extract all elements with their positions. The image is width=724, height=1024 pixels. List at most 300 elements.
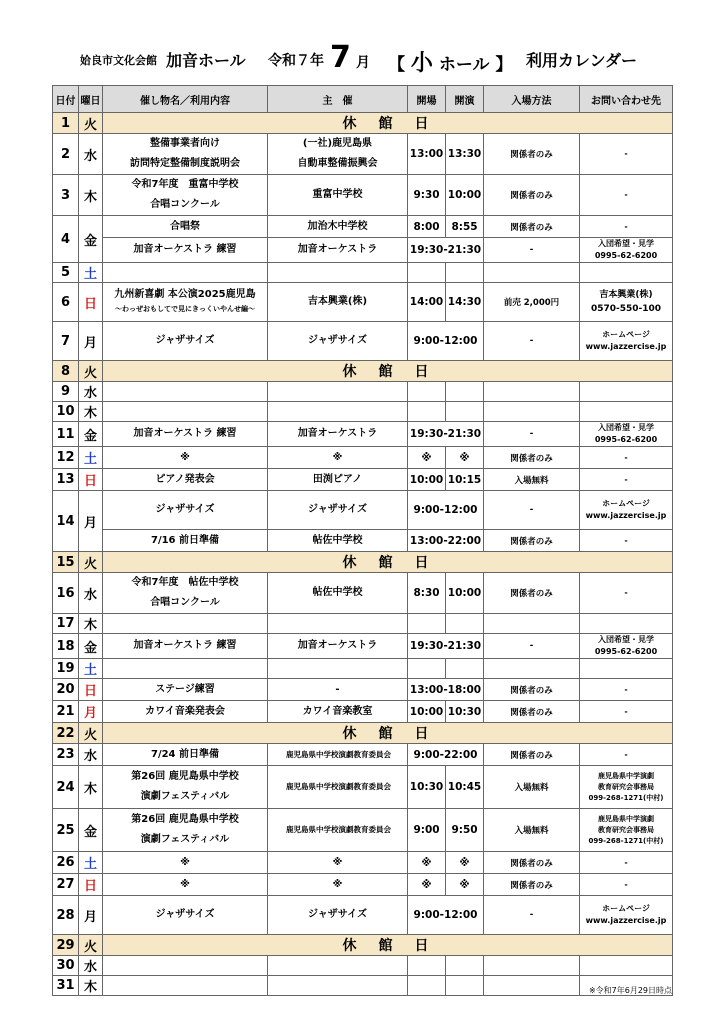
cell-line: 吉本興業(株) — [599, 290, 653, 300]
organizer — [268, 283, 408, 322]
event-name — [103, 134, 268, 175]
date-cell: 8 — [53, 361, 79, 382]
organizer — [268, 530, 408, 552]
empty-day-row — [53, 659, 673, 679]
contact-info — [580, 896, 673, 935]
cell-line: 0995-62-6200 — [594, 435, 658, 444]
cell-line: ホームページ — [602, 499, 650, 508]
weekday-cell: 火 — [79, 723, 103, 744]
empty-cell — [268, 976, 408, 996]
empty-cell — [408, 659, 446, 679]
cell-line: 令和7年度 帖佐中学校 — [131, 577, 239, 588]
empty-cell — [103, 382, 268, 402]
start-time: 10:45 — [446, 766, 484, 809]
event-name — [103, 422, 268, 447]
contact-info — [580, 573, 673, 614]
cell-line: - — [624, 149, 628, 158]
time-range: 9:00-12:00 — [408, 896, 484, 935]
closed-label: 休 館 日 — [103, 552, 673, 573]
time-range: 9:00-22:00 — [408, 744, 484, 766]
cell-line: 加治木中学校 — [307, 220, 368, 232]
organizer — [268, 134, 408, 175]
cell-line: - — [624, 857, 628, 867]
event-row — [53, 573, 673, 614]
cell-line: 帖佐中学校 — [312, 534, 363, 546]
hall-size: 小 — [410, 51, 433, 76]
empty-cell — [268, 659, 408, 679]
event-row — [53, 530, 673, 552]
doors-open-time: 14:00 — [408, 283, 446, 322]
weekday-cell: 水 — [79, 382, 103, 402]
weekday-cell: 日 — [79, 679, 103, 701]
cell-line: 令和7年度 重富中学校 — [131, 179, 239, 190]
cell-line: ※ — [180, 856, 190, 868]
header-admission: 入場方法 — [484, 86, 580, 113]
event-name — [103, 766, 268, 809]
cell-line: - — [624, 749, 628, 759]
empty-cell — [580, 614, 673, 634]
weekday-cell: 土 — [79, 659, 103, 679]
event-name — [103, 238, 268, 263]
admission: - — [484, 422, 580, 447]
weekday-cell: 火 — [79, 361, 103, 382]
cell-line: 第26回 鹿児島県中学校 — [131, 814, 239, 825]
empty-cell — [580, 402, 673, 422]
organizer — [268, 634, 408, 659]
cell-line: 加音オーケストラ 練習 — [133, 428, 237, 439]
cell-line: - — [624, 452, 628, 462]
organizer — [268, 896, 408, 935]
event-name — [103, 175, 268, 216]
cell-line: www.jazzercise.jp — [585, 511, 667, 520]
header-row — [53, 86, 673, 113]
empty-cell — [446, 956, 484, 976]
event-name — [103, 469, 268, 491]
cell-line: - — [624, 535, 628, 545]
empty-cell — [268, 382, 408, 402]
doors-open-time: ※ — [408, 852, 446, 874]
cell-line: ※ — [180, 878, 190, 890]
cell-line: 教育研究会事務局 — [598, 825, 654, 834]
cell-line: 加音オーケストラ 練習 — [133, 244, 237, 255]
admission: 入場無料 — [484, 809, 580, 852]
closed-day-row — [53, 723, 673, 744]
date-cell: 15 — [53, 552, 79, 573]
weekday-cell: 月 — [79, 322, 103, 361]
empty-cell — [446, 659, 484, 679]
admission: 入場無料 — [484, 469, 580, 491]
calendar-label: 利用カレンダー — [526, 51, 637, 70]
date-cell: 10 — [53, 402, 79, 422]
event-name — [103, 874, 268, 896]
date-cell: 3 — [53, 175, 79, 216]
empty-cell — [103, 976, 268, 996]
weekday-cell: 土 — [79, 852, 103, 874]
date-cell: 12 — [53, 447, 79, 469]
event-row — [53, 852, 673, 874]
empty-cell — [103, 956, 268, 976]
empty-cell — [408, 402, 446, 422]
date-cell: 26 — [53, 852, 79, 874]
event-name — [103, 283, 268, 322]
doors-open-time: 13:00 — [408, 134, 446, 175]
date-cell: 9 — [53, 382, 79, 402]
start-time: ※ — [446, 447, 484, 469]
event-row — [53, 422, 673, 447]
event-row — [53, 469, 673, 491]
cell-line: 重富中学校 — [312, 189, 363, 200]
time-range: 9:00-12:00 — [408, 322, 484, 361]
cell-line: - — [624, 588, 628, 597]
contact-info — [580, 852, 673, 874]
cell-line: - — [335, 683, 340, 695]
empty-cell — [580, 659, 673, 679]
organizer — [268, 491, 408, 530]
admission: 関係者のみ — [484, 447, 580, 469]
hall-size-label — [388, 46, 512, 77]
empty-day-row — [53, 614, 673, 634]
event-row — [53, 679, 673, 701]
start-time: 13:30 — [446, 134, 484, 175]
admission: 関係者のみ — [484, 530, 580, 552]
event-row — [53, 491, 673, 530]
closed-label: 休 館 日 — [103, 723, 673, 744]
event-name — [103, 744, 268, 766]
admission: - — [484, 491, 580, 530]
weekday-cell: 金 — [79, 634, 103, 659]
event-name — [103, 491, 268, 530]
contact-info — [580, 134, 673, 175]
hall-word: ホール — [438, 55, 490, 75]
start-time: 10:00 — [446, 573, 484, 614]
empty-cell — [103, 659, 268, 679]
closed-day-row — [53, 935, 673, 956]
admission: - — [484, 896, 580, 935]
contact-info — [580, 216, 673, 238]
doors-open-time: 9:30 — [408, 175, 446, 216]
date-cell: 23 — [53, 744, 79, 766]
empty-cell — [580, 382, 673, 402]
header-contact: お問い合わせ先 — [580, 86, 673, 113]
header-doors-open: 開場 — [408, 86, 446, 113]
event-row — [53, 175, 673, 216]
month-suffix: 月 — [356, 55, 370, 71]
contact-info — [580, 634, 673, 659]
admission: 入場無料 — [484, 766, 580, 809]
cell-line: - — [624, 221, 628, 231]
event-subtitle: ～わっぜおもしてで見にきっくいやんせ編～ — [115, 305, 255, 313]
date-cell: 27 — [53, 874, 79, 896]
weekday-cell: 日 — [79, 469, 103, 491]
cell-line: ジャザサイズ — [308, 909, 367, 920]
time-range: 19:30-21:30 — [408, 422, 484, 447]
organizer — [268, 679, 408, 701]
admission: 関係者のみ — [484, 679, 580, 701]
weekday-cell: 火 — [79, 552, 103, 573]
cell-line: 加音オーケストラ 練習 — [133, 640, 237, 651]
closed-label: 休 館 日 — [103, 113, 673, 134]
weekday-cell: 土 — [79, 447, 103, 469]
document-title — [0, 40, 724, 80]
doors-open-time: 8:00 — [408, 216, 446, 238]
empty-cell — [484, 659, 580, 679]
cell-line: - — [624, 474, 628, 484]
contact-info — [580, 701, 673, 723]
cell-line: 7/16 前日準備 — [150, 534, 219, 546]
doors-open-time: 10:30 — [408, 766, 446, 809]
cell-line: 自動車整備振興会 — [297, 158, 378, 169]
start-time: 10:15 — [446, 469, 484, 491]
admission: 関係者のみ — [484, 573, 580, 614]
weekday-cell: 火 — [79, 113, 103, 134]
event-name — [103, 701, 268, 723]
cell-line: 吉本興業(株) — [307, 296, 368, 307]
organizer — [268, 809, 408, 852]
date-cell: 18 — [53, 634, 79, 659]
cell-line: 鹿児島県中学演劇 — [598, 814, 654, 823]
doors-open-time: ※ — [408, 874, 446, 896]
event-name — [103, 634, 268, 659]
start-time: 14:30 — [446, 283, 484, 322]
admission: 前売 2,000円 — [484, 283, 580, 322]
empty-day-row — [53, 956, 673, 976]
header-organizer: 主 催 — [268, 86, 408, 113]
organizer — [268, 238, 408, 263]
empty-cell — [484, 402, 580, 422]
cell-line: 入団希望・見学 — [598, 423, 654, 432]
contact-info — [580, 447, 673, 469]
cell-line: ホームページ — [602, 330, 650, 339]
empty-cell — [408, 976, 446, 996]
weekday-cell: 木 — [79, 766, 103, 809]
contact-info — [580, 175, 673, 216]
cell-line: 入団希望・見学 — [598, 635, 654, 644]
empty-cell — [580, 956, 673, 976]
cell-line: www.jazzercise.jp — [585, 916, 667, 925]
cell-line: 鹿児島県中学校演劇教育委員会 — [286, 825, 391, 834]
event-name — [103, 216, 268, 238]
hall-name: 加音ホール — [166, 51, 246, 70]
admission: 関係者のみ — [484, 216, 580, 238]
closed-day-row — [53, 361, 673, 382]
admission: 関係者のみ — [484, 134, 580, 175]
organizer — [268, 744, 408, 766]
empty-cell — [408, 263, 446, 283]
event-row — [53, 283, 673, 322]
weekday-cell: 日 — [79, 874, 103, 896]
cell-line: 加音オーケストラ — [297, 640, 378, 651]
empty-cell — [446, 976, 484, 996]
empty-cell — [268, 956, 408, 976]
cell-line: 九州新喜劇 本公演2025鹿児島 — [114, 289, 256, 300]
cell-line: - — [624, 684, 628, 694]
start-time: 10:00 — [446, 175, 484, 216]
event-row — [53, 809, 673, 852]
cell-line: 加音オーケストラ — [297, 428, 378, 439]
empty-cell — [580, 263, 673, 283]
header-start: 開演 — [446, 86, 484, 113]
date-cell: 29 — [53, 935, 79, 956]
cell-line: - — [624, 706, 628, 716]
contact-info — [580, 679, 673, 701]
cell-line: 鹿児島県中学校演劇教育委員会 — [286, 749, 391, 759]
empty-cell — [408, 956, 446, 976]
empty-cell — [484, 614, 580, 634]
date-cell: 11 — [53, 422, 79, 447]
organizer — [268, 874, 408, 896]
organizer — [268, 422, 408, 447]
doors-open-time: 9:00 — [408, 809, 446, 852]
contact-info — [580, 766, 673, 809]
event-name — [103, 679, 268, 701]
empty-cell — [484, 382, 580, 402]
start-time: 9:50 — [446, 809, 484, 852]
cell-line: 鹿児島県中学校演劇教育委員会 — [286, 782, 391, 791]
organizer — [268, 447, 408, 469]
contact-info — [580, 469, 673, 491]
event-row — [53, 896, 673, 935]
time-range: 9:00-12:00 — [408, 491, 484, 530]
event-row — [53, 238, 673, 263]
month-number: 7 — [330, 40, 351, 75]
empty-cell — [446, 263, 484, 283]
cell-line: 0995-62-6200 — [594, 251, 658, 260]
closed-day-row — [53, 552, 673, 573]
cell-line: 099-268-1271(中村) — [588, 793, 664, 802]
weekday-cell: 金 — [79, 809, 103, 852]
cell-line: (一社)鹿児島県 — [302, 138, 373, 149]
event-row — [53, 634, 673, 659]
organizer — [268, 175, 408, 216]
empty-cell — [103, 402, 268, 422]
cell-line: 演劇フェスティバル — [140, 791, 230, 802]
header-event: 催し物名／利用内容 — [103, 86, 268, 113]
event-name — [103, 447, 268, 469]
contact-info — [580, 491, 673, 530]
weekday-cell: 木 — [79, 175, 103, 216]
weekday-cell: 月 — [79, 896, 103, 935]
start-time: 8:55 — [446, 216, 484, 238]
empty-cell — [268, 614, 408, 634]
cell-line: 演劇フェスティバル — [140, 834, 230, 845]
date-cell: 6 — [53, 283, 79, 322]
organizer — [268, 701, 408, 723]
empty-cell — [446, 382, 484, 402]
date-cell: 28 — [53, 896, 79, 935]
admission: 関係者のみ — [484, 852, 580, 874]
cell-line: ジャザサイズ — [308, 504, 367, 515]
cell-line: 合唱祭 — [170, 220, 200, 232]
date-cell: 30 — [53, 956, 79, 976]
start-time: ※ — [446, 852, 484, 874]
weekday-cell: 水 — [79, 573, 103, 614]
cell-line: 099-268-1271(中村) — [588, 836, 664, 845]
empty-cell — [446, 402, 484, 422]
date-cell: 20 — [53, 679, 79, 701]
weekday-cell: 木 — [79, 976, 103, 996]
contact-info — [580, 809, 673, 852]
cell-line: ※ — [332, 878, 343, 890]
cell-line: 入団希望・見学 — [598, 239, 654, 248]
contact-info — [580, 530, 673, 552]
cell-line: 合唱コンクール — [150, 597, 220, 608]
era-year: 令和７年 — [268, 53, 324, 69]
weekday-cell: 木 — [79, 614, 103, 634]
cell-line: ジャザサイズ — [155, 909, 215, 920]
cell-line: 合唱コンクール — [150, 199, 220, 210]
time-range: 19:30-21:30 — [408, 634, 484, 659]
cell-line: 訪問特定整備制度説明会 — [130, 158, 240, 169]
time-range: 19:30-21:30 — [408, 238, 484, 263]
empty-cell — [268, 263, 408, 283]
cell-line: ステージ練習 — [155, 683, 215, 695]
empty-day-row — [53, 263, 673, 283]
date-cell: 24 — [53, 766, 79, 809]
event-row — [53, 874, 673, 896]
cell-line: - — [624, 190, 628, 199]
cell-line: - — [624, 879, 628, 889]
closed-day-row — [53, 113, 673, 134]
event-row — [53, 744, 673, 766]
cell-line: ホームページ — [602, 904, 650, 913]
cell-line: 0570-550-100 — [590, 304, 662, 314]
bracket-open: 【 — [388, 55, 405, 75]
admission: - — [484, 634, 580, 659]
closed-label: 休 館 日 — [103, 361, 673, 382]
date-cell: 13 — [53, 469, 79, 491]
cell-line: ※ — [332, 856, 343, 868]
organizer — [268, 766, 408, 809]
event-name — [103, 322, 268, 361]
weekday-cell: 金 — [79, 216, 103, 263]
event-name — [103, 896, 268, 935]
cell-line: ※ — [180, 451, 190, 463]
date-cell: 22 — [53, 723, 79, 744]
cell-line: 田渕ピアノ — [312, 473, 363, 485]
event-name — [103, 530, 268, 552]
contact-info — [580, 322, 673, 361]
closed-label: 休 館 日 — [103, 935, 673, 956]
organizer — [268, 852, 408, 874]
cell-line: ジャザサイズ — [155, 504, 215, 515]
date-cell: 17 — [53, 614, 79, 634]
doors-open-time: ※ — [408, 447, 446, 469]
usage-calendar-table — [52, 85, 673, 996]
contact-info — [580, 283, 673, 322]
date-cell: 4 — [53, 216, 79, 263]
empty-cell — [408, 382, 446, 402]
event-row — [53, 322, 673, 361]
empty-cell — [408, 614, 446, 634]
cell-line: 教育研究会事務局 — [598, 782, 654, 791]
weekday-cell: 火 — [79, 935, 103, 956]
contact-info — [580, 874, 673, 896]
empty-day-row — [53, 382, 673, 402]
weekday-cell: 月 — [79, 491, 103, 552]
weekday-cell: 木 — [79, 402, 103, 422]
calendar-body — [53, 113, 673, 996]
contact-info — [580, 238, 673, 263]
weekday-cell: 日 — [79, 283, 103, 322]
event-row — [53, 447, 673, 469]
admission: 関係者のみ — [484, 701, 580, 723]
empty-cell — [103, 263, 268, 283]
cell-line: 帖佐中学校 — [312, 587, 363, 598]
empty-cell — [103, 614, 268, 634]
contact-info — [580, 422, 673, 447]
weekday-cell: 水 — [79, 956, 103, 976]
cell-line: ピアノ発表会 — [155, 473, 215, 485]
